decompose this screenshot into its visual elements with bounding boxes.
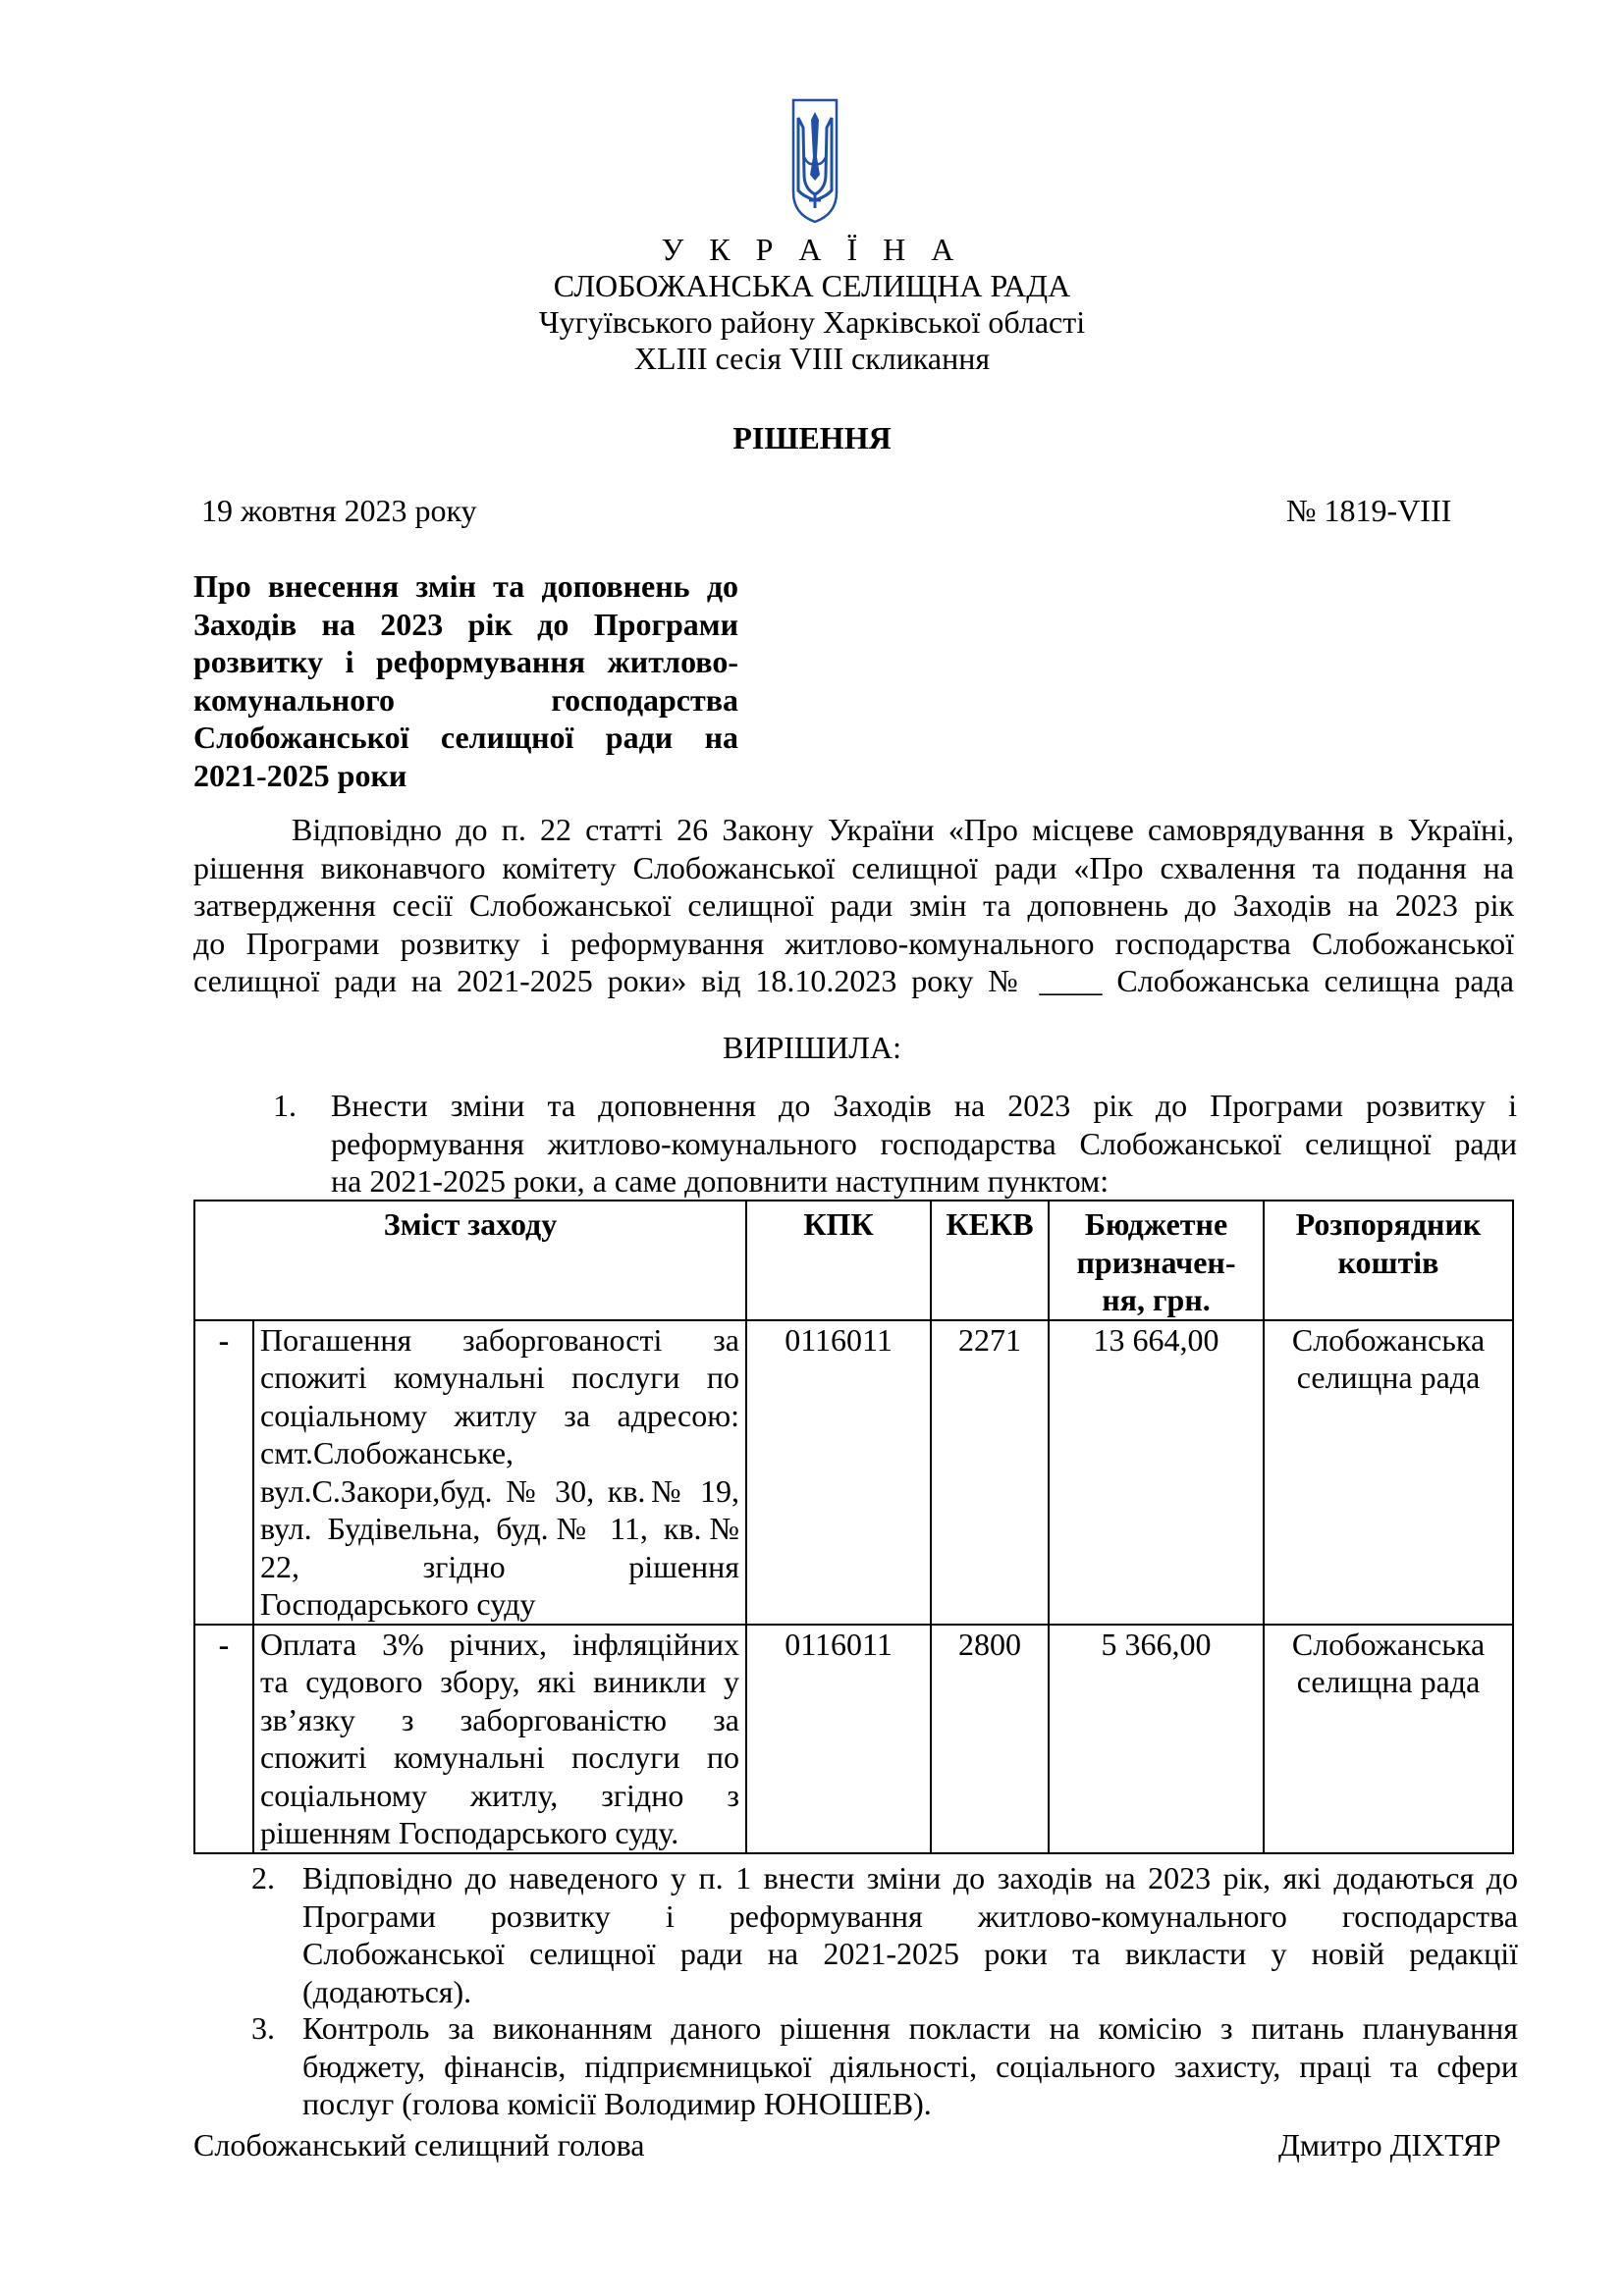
header-budget: Бюджетне призначен- ня, грн. <box>1049 1201 1264 1320</box>
subject-line: Заходів на 2023 рік до Програми <box>193 606 738 642</box>
item-number: 3. <box>251 2010 275 2046</box>
item-line: Програми розвитку і реформування житлово-комунального господарства <box>302 1897 1518 1934</box>
table-row <box>194 1320 1513 1625</box>
preamble-line: до Програми розвитку і реформування житлово-комунального господарства Слобожанської <box>193 925 1514 961</box>
item-text <box>302 2009 1518 2123</box>
session-line: XLIII сесія VIII скликання <box>633 341 991 376</box>
row-marker: - <box>194 1625 253 1853</box>
preamble-line: Відповідно до п. 22 статті 26 Закону України «Про місцеве самоврядування в Україні, <box>292 812 1514 847</box>
preamble-paragraph <box>193 811 1514 1000</box>
item-text <box>331 1087 1517 1201</box>
row-marker: - <box>194 1320 253 1625</box>
decided-heading: ВИРІШИЛА: <box>723 1030 901 1065</box>
item-line: реформування житлово-комунального господарства Слобожанської селищної ради <box>331 1125 1517 1161</box>
decision-subject <box>193 567 738 794</box>
header-manager: Розпорядник коштів <box>1264 1201 1513 1320</box>
table-row <box>194 1625 1513 1853</box>
signatory-name: Дмитро ДІХТЯР <box>1278 2127 1501 2163</box>
subject-line: Слобожанської селищної ради на <box>193 720 738 755</box>
item-line: послуг (голова комісії Володимир ЮНОШЕВ). <box>302 2086 932 2121</box>
item-line: бюджету, фінансів, підприємницької діяльності, соціального захисту, праці та сфери <box>302 2048 1518 2084</box>
item-text <box>302 1859 1518 2010</box>
district-line: Чугуївського району Харківської області <box>538 304 1086 340</box>
item-line: на 2021-2025 роки, а саме доповнити наступним пунктом: <box>331 1163 1110 1199</box>
item-line: (додаються). <box>302 1973 472 2009</box>
preamble-line: рішення виконавчого комітету Слобожанської селищної ради «Про схвалення та подання на <box>193 849 1514 885</box>
subject-line: розвитку і реформування житлово- <box>193 644 738 679</box>
kpk-cell: 0116011 <box>746 1320 931 1625</box>
budget-cell: 5 366,00 <box>1049 1625 1264 1853</box>
coat-of-arms-emblem <box>791 98 839 224</box>
table-header-row <box>194 1201 1513 1320</box>
kpk-cell: 0116011 <box>746 1625 931 1853</box>
measure-description: Оплата 3% річних, інфляційних та судового збору, які виникли у зв’язку з заборгованістю за спожиті комунальні послуги по соціальному житлу, згідно з рішенням Господарського суду. <box>253 1625 746 1853</box>
measures-table <box>193 1200 1514 1854</box>
item-line: Слобожанської селищної ради на 2021-2025 роки та викласти у новій редакції <box>302 1936 1518 1971</box>
subject-line: 2021-2025 роки <box>193 757 407 793</box>
manager-cell: Слобожанська селищна рада <box>1264 1320 1513 1625</box>
decision-item-1 <box>0 1087 1624 1204</box>
item-line: Контроль за виконанням даного рішення покласти на комісію з питань планування <box>302 2010 1518 2046</box>
signatory-position: Слобожанський селищний голова <box>193 2127 645 2163</box>
measure-description: Погашення заборгованості за спожиті комунальні послуги по соціальному житлу за адресою: смт.Слобожанське, вул.С.Закори,буд. № 30, кв.№ 19, вул. Будівельна, буд.№ 11, кв.№ 22, згідно рішення Господарського суду <box>253 1320 746 1625</box>
kekv-cell: 2271 <box>931 1320 1049 1625</box>
item-number: 1. <box>273 1088 297 1123</box>
decision-date: 19 жовтня 2023 року <box>201 493 477 528</box>
item-number: 2. <box>251 1860 275 1896</box>
country-heading: У К Р А Ї Н А <box>661 232 963 267</box>
decision-item-2 <box>0 1859 1624 2016</box>
item-line: Відповідно до наведеного у п. 1 внести зміни до заходів на 2023 рік, які додаються до <box>302 1860 1518 1896</box>
subject-line: комунального господарства <box>193 681 738 718</box>
decision-number: № 1819-VIII <box>1286 493 1452 528</box>
council-name: СЛОБОЖАНСЬКА СЕЛИЩНА РАДА <box>553 268 1071 303</box>
header-kpk: КПК <box>746 1201 931 1320</box>
header-content: Зміст заходу <box>194 1201 746 1320</box>
manager-cell: Слобожанська селищна рада <box>1264 1625 1513 1853</box>
budget-cell: 13 664,00 <box>1049 1320 1264 1625</box>
item-line: Внести зміни та доповнення до Заходів на 2023 рік до Програми розвитку і <box>331 1088 1517 1123</box>
header-kekv: КЕКВ <box>931 1201 1049 1320</box>
preamble-line: селищної ради на 2021-2025 роки» від 18.10.2023 року № ____ Слобожанська селищна рада <box>193 963 1514 998</box>
preamble-line: затвердження сесії Слобожанської селищної ради змін та доповнень до Заходів на 2023 рік <box>193 887 1514 923</box>
decision-item-3 <box>0 2009 1624 2127</box>
document-type-heading: РІШЕННЯ <box>732 420 892 455</box>
subject-line: Про внесення змін та доповнень до <box>193 568 738 604</box>
kekv-cell: 2800 <box>931 1625 1049 1853</box>
